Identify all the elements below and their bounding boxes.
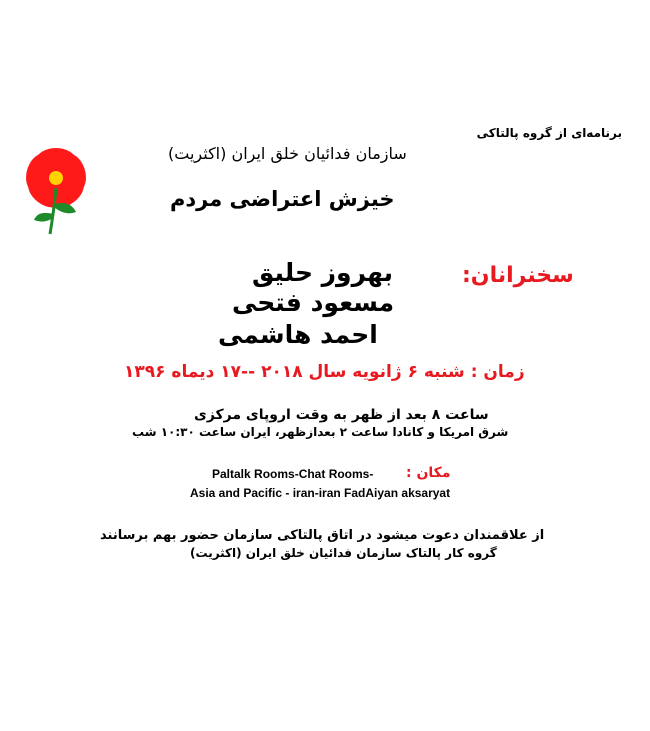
time-central-europe: ساعت ۸ بعد از ظهر به وقت اروپای مرکزی — [194, 407, 489, 423]
red-flower-logo-icon — [10, 148, 102, 236]
signature-text: گروه کار پالتاک سازمان فدائیان خلق ایران (اکثریت) — [190, 546, 497, 560]
speakers-label: سخنرانان: — [462, 263, 574, 288]
organization-name: سازمان فدائیان خلق ایران (اکثریت) — [168, 144, 407, 163]
speaker-name: احمد هاشمی — [218, 320, 378, 349]
venue-label: مکان : — [406, 465, 451, 481]
speaker-name: بهروز حلیق — [252, 258, 394, 287]
speaker-name: مسعود فتحی — [232, 288, 395, 317]
event-datetime: زمان : شنبه ۶ ژانویه سال ۲۰۱۸ --۱۷ دیماه ۱۳۹۶ — [124, 362, 525, 382]
venue-room-name: Asia and Pacific - iran-iran FadAiyan aksaryat — [190, 486, 451, 500]
venue-rooms: Paltalk Rooms-Chat Rooms- — [212, 467, 374, 481]
event-title: خیزش اعتراضی مردم — [170, 187, 395, 211]
invitation-text: از علاقمندان دعوت میشود در اتاق پالتاکی سازمان حضور بهم برسانند — [100, 528, 545, 543]
program-by-text: برنامه‌ای از گروه پالتاکی — [476, 126, 622, 140]
time-other-regions: شرق امریکا و کانادا ساعت ۲ بعدازظهر، ایران ساعت ۱۰:۳۰ شب — [132, 425, 509, 439]
